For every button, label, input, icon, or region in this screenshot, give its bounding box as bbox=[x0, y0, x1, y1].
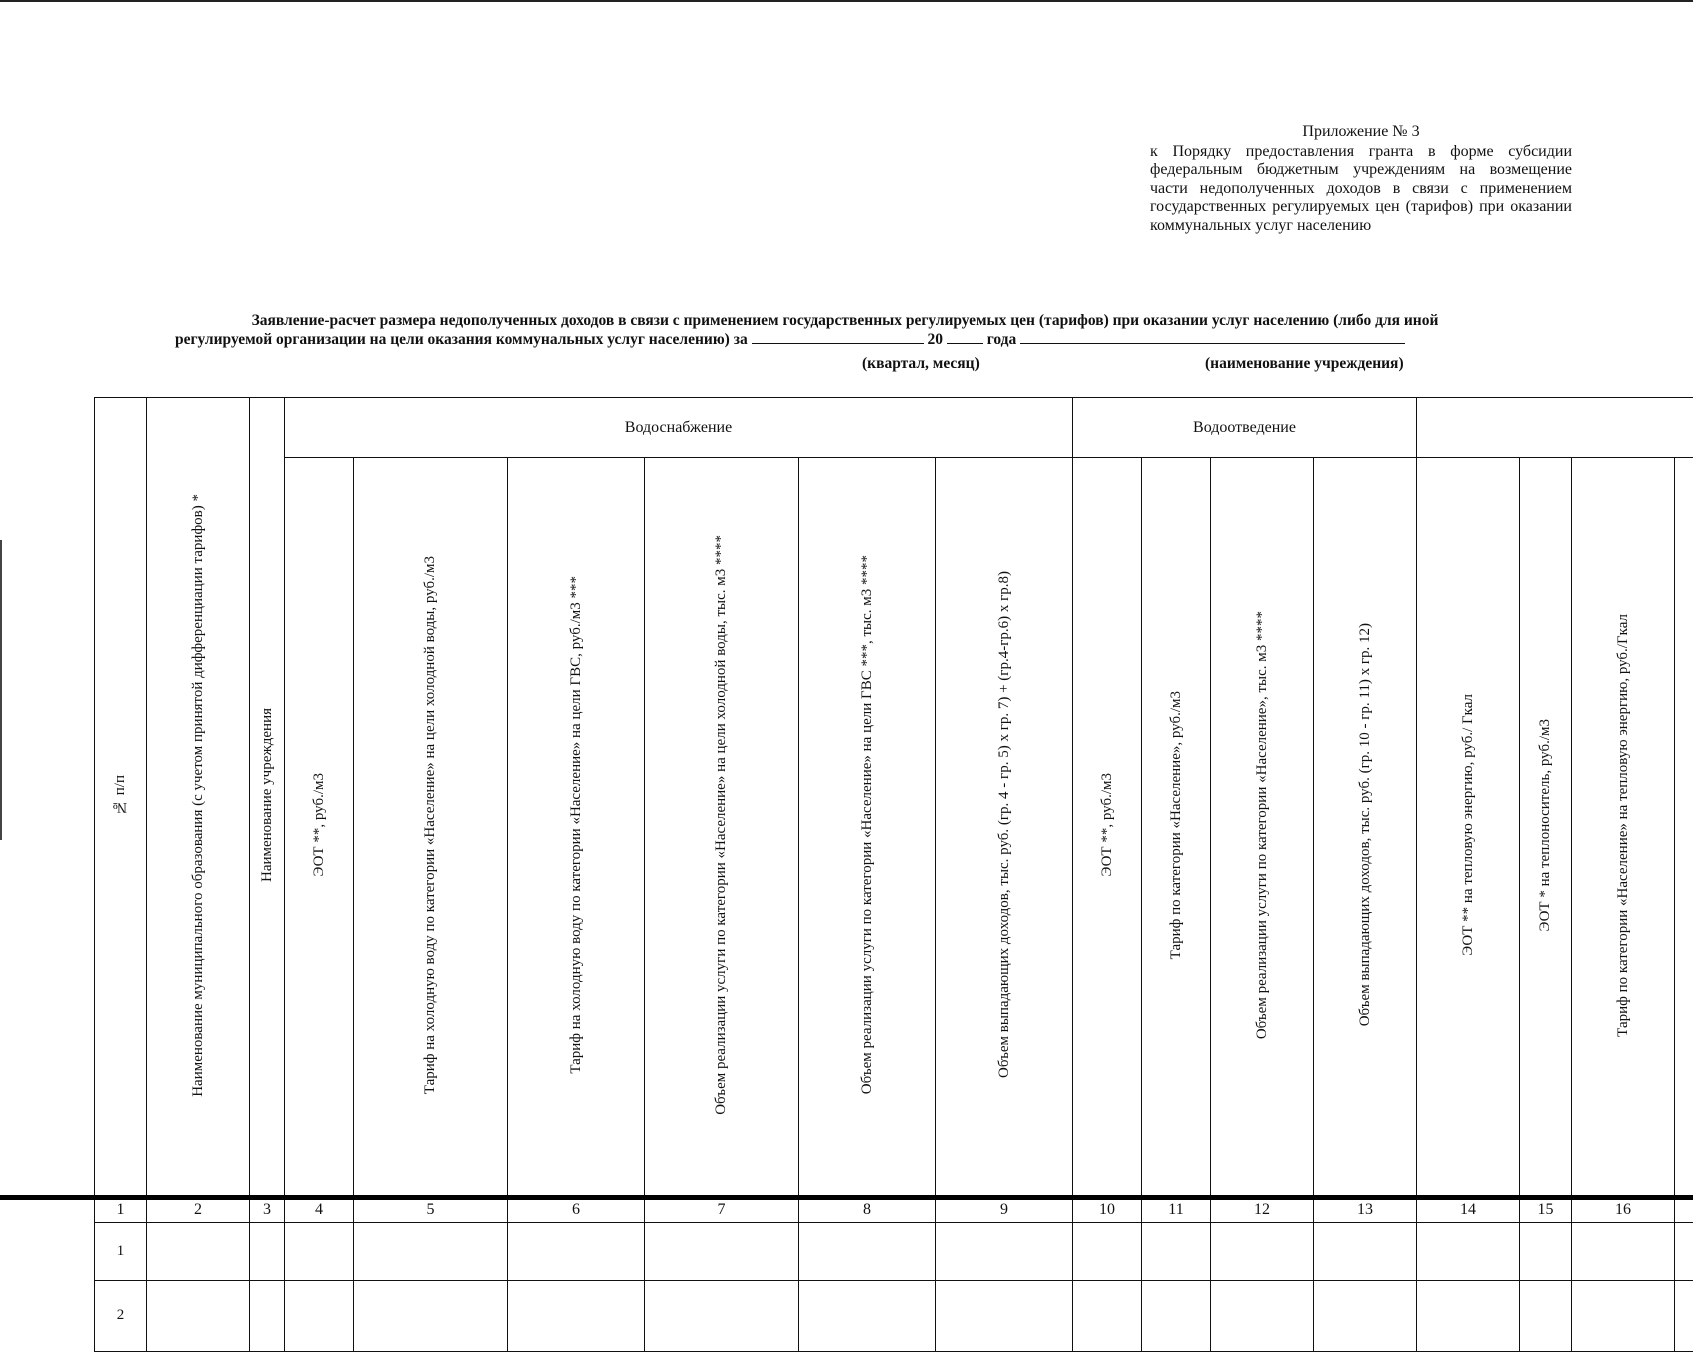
header-cell-c13: Объем выпадающих доходов, тыс. руб. (гр. 10 - гр. 11) х гр. 12) bbox=[1314, 458, 1417, 1198]
scan-margin-mark bbox=[0, 540, 2, 840]
column-number: 13 bbox=[1314, 1197, 1417, 1222]
column-number: 7 bbox=[645, 1197, 799, 1222]
empty-cell[interactable] bbox=[1417, 1222, 1520, 1280]
header-cell-c17 bbox=[1675, 458, 1693, 1198]
document-title bbox=[125, 311, 1565, 349]
empty-cell[interactable] bbox=[936, 1222, 1073, 1280]
column-number: 1 bbox=[95, 1197, 147, 1222]
empty-cell[interactable] bbox=[1314, 1280, 1417, 1351]
empty-cell[interactable] bbox=[1675, 1280, 1693, 1351]
group-heat-supply bbox=[1417, 398, 1693, 458]
year-prefix: 20 bbox=[927, 331, 943, 348]
table-row bbox=[95, 1280, 1693, 1351]
top-border-line bbox=[0, 0, 1693, 2]
empty-cell[interactable] bbox=[285, 1222, 354, 1280]
institution-blank bbox=[1020, 331, 1405, 344]
appendix-text: к Порядку предоставления гранта в форме субсидии федеральным бюджетным учреждениям на возмещение части недополученных доходов в связи с применением государственных регулируемых цен (тарифов) при оказании коммунальных услуг населению bbox=[1150, 143, 1572, 236]
empty-cell[interactable] bbox=[936, 1280, 1073, 1351]
header-cell-c8: Объем реализации услуги по категории «Население» на цели ГВС ***, тыс. м3 **** bbox=[799, 458, 936, 1198]
empty-cell[interactable] bbox=[508, 1222, 645, 1280]
group-water-supply: Водоснабжение bbox=[285, 398, 1073, 458]
header-cell-c15: ЭОТ * на теплоноситель, руб./м3 bbox=[1520, 458, 1572, 1198]
empty-cell[interactable] bbox=[1211, 1280, 1314, 1351]
column-number: 14 bbox=[1417, 1197, 1520, 1222]
empty-cell[interactable] bbox=[799, 1222, 936, 1280]
empty-cell[interactable] bbox=[147, 1280, 250, 1351]
column-number: 5 bbox=[354, 1197, 508, 1222]
column-number: 8 bbox=[799, 1197, 936, 1222]
empty-cell[interactable] bbox=[1073, 1222, 1142, 1280]
empty-cell[interactable] bbox=[1520, 1222, 1572, 1280]
empty-cell[interactable] bbox=[250, 1280, 285, 1351]
empty-cell[interactable] bbox=[1142, 1222, 1211, 1280]
column-number: 15 bbox=[1520, 1197, 1572, 1222]
empty-cell[interactable] bbox=[147, 1222, 250, 1280]
column-number: 6 bbox=[508, 1197, 645, 1222]
header-cell-c4: ЭОТ **, руб./м3 bbox=[285, 458, 354, 1198]
empty-cell[interactable] bbox=[354, 1222, 508, 1280]
column-number: 10 bbox=[1073, 1197, 1142, 1222]
title-line-2-text: регулируемой организации на цели оказания коммунальных услуг населению) за bbox=[175, 331, 748, 348]
bottom-border-line bbox=[0, 1195, 1693, 1200]
year-word: года bbox=[987, 331, 1017, 348]
calculation-table bbox=[94, 397, 1693, 1352]
column-number: 2 bbox=[147, 1197, 250, 1222]
column-number: 16 bbox=[1572, 1197, 1675, 1222]
empty-cell[interactable] bbox=[285, 1280, 354, 1351]
column-number: 11 bbox=[1142, 1197, 1211, 1222]
column-header-row bbox=[95, 458, 1693, 1198]
appendix-title: Приложение № 3 bbox=[1150, 123, 1572, 142]
empty-cell[interactable] bbox=[250, 1222, 285, 1280]
title-line-2 bbox=[125, 330, 1565, 349]
empty-cell[interactable] bbox=[354, 1280, 508, 1351]
empty-cell[interactable] bbox=[645, 1222, 799, 1280]
group-sewerage: Водоотведение bbox=[1073, 398, 1417, 458]
empty-cell[interactable] bbox=[1073, 1280, 1142, 1351]
header-cell-c16: Тариф по категории «Население» на тепловую энергию, руб./Гкал bbox=[1572, 458, 1675, 1198]
period-blank bbox=[752, 331, 924, 344]
column-number: 12 bbox=[1211, 1197, 1314, 1222]
period-hint: (квартал, месяц) bbox=[862, 355, 980, 373]
header-cell-c12: Объем реализации услуги по категории «Население», тыс. м3 **** bbox=[1211, 458, 1314, 1198]
year-blank bbox=[947, 331, 983, 344]
header-cell-c5: Тариф на холодную воду по категории «Население» на цели холодной воды, руб./м3 bbox=[354, 458, 508, 1198]
empty-cell[interactable] bbox=[1417, 1280, 1520, 1351]
empty-cell[interactable] bbox=[1142, 1280, 1211, 1351]
header-cell-c9: Объем выпадающих доходов, тыс. руб. (гр. 4 - гр. 5) х гр. 7) + (гр.4-гр.6) х гр.8) bbox=[936, 458, 1073, 1198]
empty-cell[interactable] bbox=[1572, 1222, 1675, 1280]
group-header-row bbox=[95, 398, 1693, 458]
column-number: 4 bbox=[285, 1197, 354, 1222]
header-cell-c14: ЭОТ ** на тепловую энергию, руб./ Гкал bbox=[1417, 458, 1520, 1198]
column-number: 9 bbox=[936, 1197, 1073, 1222]
column-number bbox=[1675, 1197, 1693, 1222]
table-row bbox=[95, 1222, 1693, 1280]
row-number: 1 bbox=[95, 1222, 147, 1280]
header-cell-c7: Объем реализации услуги по категории «Население» на цели холодной воды, тыс. м3 **** bbox=[645, 458, 799, 1198]
header-cell-c1: № п/п bbox=[95, 398, 147, 1198]
header-cell-c2: Наименование муниципального образования (с учетом принятой дифференциации тарифов) * bbox=[147, 398, 250, 1198]
empty-cell[interactable] bbox=[1675, 1222, 1693, 1280]
empty-cell[interactable] bbox=[1211, 1222, 1314, 1280]
header-cell-c11: Тариф по категории «Население», руб./м3 bbox=[1142, 458, 1211, 1198]
empty-cell[interactable] bbox=[1572, 1280, 1675, 1351]
empty-cell[interactable] bbox=[1314, 1222, 1417, 1280]
column-number: 3 bbox=[250, 1197, 285, 1222]
empty-cell[interactable] bbox=[508, 1280, 645, 1351]
title-line-1: Заявление-расчет размера недополученных доходов в связи с применением государственных регулируемых цен (тарифов) при оказании услуг населению (либо для иной bbox=[125, 311, 1565, 330]
empty-cell[interactable] bbox=[799, 1280, 936, 1351]
empty-cell[interactable] bbox=[1520, 1280, 1572, 1351]
header-cell-c10: ЭОТ **, руб./м3 bbox=[1073, 458, 1142, 1198]
appendix-block bbox=[1150, 123, 1572, 235]
column-number-row bbox=[95, 1197, 1693, 1222]
header-cell-c3: Наименование учреждения bbox=[250, 398, 285, 1198]
header-cell-c6: Тариф на холодную воду по категории «Население» на цели ГВС, руб./м3 *** bbox=[508, 458, 645, 1198]
institution-hint: (наименование учреждения) bbox=[1205, 355, 1404, 373]
empty-cell[interactable] bbox=[645, 1280, 799, 1351]
row-number: 2 bbox=[95, 1280, 147, 1351]
